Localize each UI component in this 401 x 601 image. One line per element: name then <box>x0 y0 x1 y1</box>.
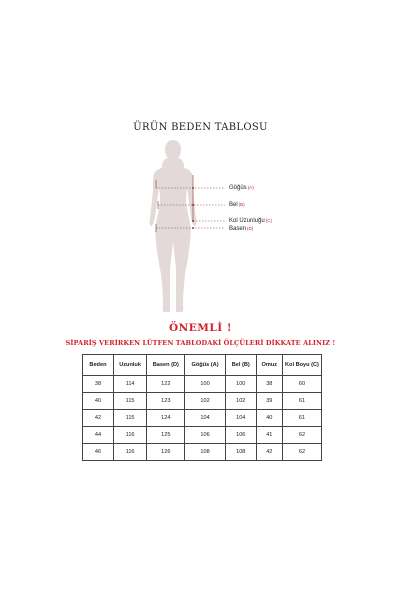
table-cell: 100 <box>226 376 257 393</box>
table-cell: 40 <box>257 410 283 427</box>
bel-label: Bel(B) <box>229 202 245 208</box>
table-cell: 38 <box>257 376 283 393</box>
header-basen: Basen (D) <box>147 355 185 376</box>
table-row <box>83 444 321 460</box>
table-row <box>83 410 321 427</box>
kol-label: Kol Uzunluğu(C) <box>229 218 272 224</box>
table-cell: 38 <box>83 376 114 393</box>
page-title: ÜRÜN BEDEN TABLOSU <box>133 122 268 133</box>
table-cell: 108 <box>185 444 225 460</box>
table-cell: 104 <box>185 410 225 427</box>
table-header-row <box>83 355 321 376</box>
table-cell: 61 <box>283 410 321 427</box>
important-title: ÖNEMLİ ! <box>169 322 232 334</box>
table-cell: 125 <box>147 427 185 444</box>
header-uzunluk: Uzunluk <box>114 355 147 376</box>
table-cell: 116 <box>114 444 147 460</box>
table-cell: 44 <box>83 427 114 444</box>
header-gogus: Göğüs (A) <box>185 355 225 376</box>
header-bel: Bel (B) <box>226 355 257 376</box>
table-cell: 41 <box>257 427 283 444</box>
table-row <box>83 393 321 410</box>
header-kol-boyu: Kol Boyu (C) <box>283 355 321 376</box>
table-cell: 108 <box>226 444 257 460</box>
table-cell: 46 <box>83 444 114 460</box>
table-cell: 123 <box>147 393 185 410</box>
table-row <box>83 376 321 393</box>
table-cell: 39 <box>257 393 283 410</box>
important-subtitle: SİPARİŞ VERİRKEN LÜTFEN TABLODAKİ ÖLÇÜLERİ DİKKATE ALINIZ ! <box>65 339 336 347</box>
table-cell: 124 <box>147 410 185 427</box>
table-row <box>83 427 321 444</box>
body-silhouette-figure <box>148 138 198 313</box>
body-silhouette <box>150 140 197 312</box>
table-cell: 62 <box>283 427 321 444</box>
table-cell: 102 <box>226 393 257 410</box>
basen-label: Basen(D) <box>229 226 254 232</box>
table-cell: 42 <box>83 410 114 427</box>
table-cell: 60 <box>283 376 321 393</box>
size-table <box>82 354 322 461</box>
table-cell: 122 <box>147 376 185 393</box>
table-cell: 126 <box>147 444 185 460</box>
table-cell: 115 <box>114 393 147 410</box>
table-cell: 104 <box>226 410 257 427</box>
header-omuz: Omuz <box>257 355 283 376</box>
table-cell: 106 <box>226 427 257 444</box>
table-cell: 116 <box>114 427 147 444</box>
gogus-label: Göğüs(A) <box>229 185 254 191</box>
table-cell: 100 <box>185 376 225 393</box>
table-cell: 106 <box>185 427 225 444</box>
table-cell: 62 <box>298 449 306 455</box>
table-cell: 115 <box>114 410 147 427</box>
table-cell: 42 <box>257 444 283 460</box>
table-cell: 114 <box>114 376 147 393</box>
table-cell: 102 <box>185 393 225 410</box>
table-cell: 40 <box>83 393 114 410</box>
table-cell: 61 <box>283 393 321 410</box>
header-beden: Beden <box>83 355 114 376</box>
